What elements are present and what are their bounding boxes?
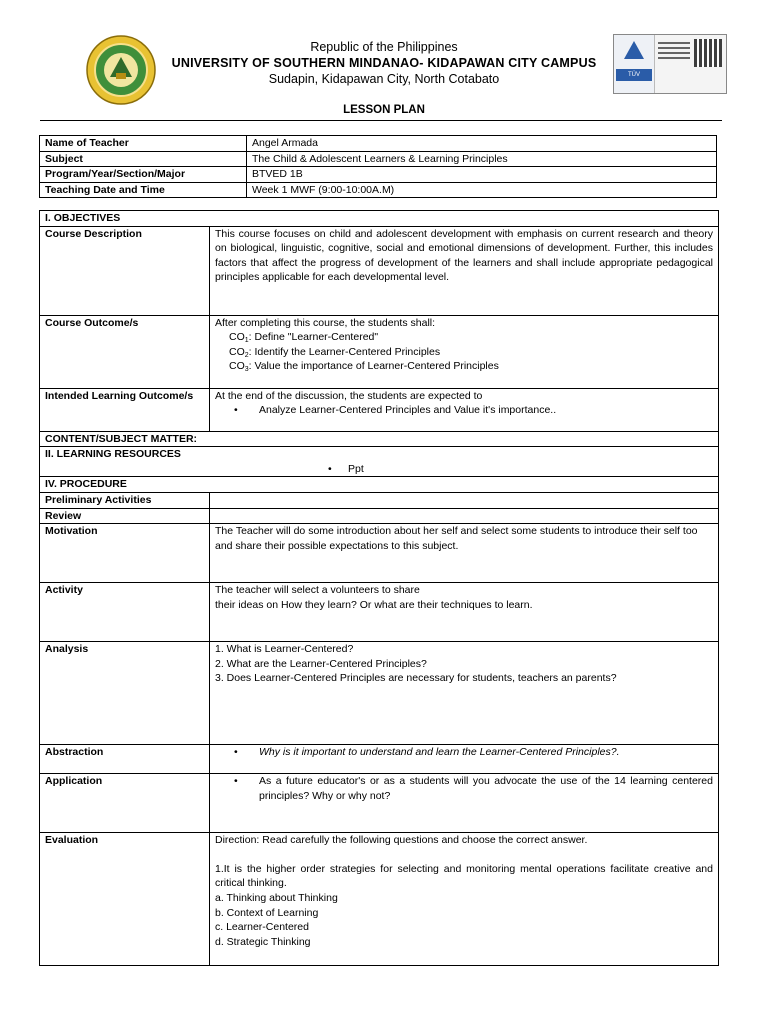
header-divider — [40, 120, 722, 121]
table-row — [40, 524, 719, 583]
evaluation-choice: c. Learner-Centered — [215, 921, 309, 934]
activity-line: The teacher will select a volunteers to share — [215, 584, 420, 597]
evaluation-direction: Direction: Read carefully the following questions and choose the correct answer. — [215, 834, 588, 847]
table-row — [40, 226, 719, 315]
objectives-heading: I. OBJECTIVES — [40, 211, 719, 227]
info-label: Program/Year/Section/Major — [40, 167, 247, 183]
info-value: BTVED 1B — [247, 167, 717, 183]
course-outcomes-intro: After completing this course, the students shall: — [215, 316, 436, 329]
resources-heading: II. LEARNING RESOURCES — [45, 448, 181, 461]
activity-label: Activity — [40, 583, 210, 642]
campus-address: Sudapin, Kidapawan City, North Cotabato — [268, 72, 500, 86]
table-row — [40, 388, 719, 431]
abstraction-label: Abstraction — [40, 745, 210, 774]
table-row — [40, 477, 719, 493]
activity-line: their ideas on How they learn? Or what are their techniques to learn. — [215, 598, 533, 611]
ilo-intro: At the end of the discussion, the students are expected to — [215, 389, 483, 402]
republic-line: Republic of the Philippines — [310, 40, 458, 54]
table-row — [40, 182, 717, 198]
course-description-text: This course focuses on child and adolescent development with emphasis on current research and theory on biological, linguistic, cognitive, social and emotional dimensions of development. Further, this includes factors that affect the progress of development of the learners and shall include appropriate pedagogical principles applicable for each developmental level. — [210, 226, 719, 315]
table-row — [40, 774, 719, 833]
evaluation-question: 1.It is the higher order strategies for selecting and monitoring mental operations facilitate creative and critical thinking. — [215, 862, 713, 890]
table-row — [40, 151, 717, 167]
review-label: Review — [40, 508, 210, 524]
application-cell — [210, 774, 719, 833]
abstraction-cell — [210, 745, 719, 774]
course-outcomes-cell — [210, 315, 719, 388]
evaluation-choice: b. Context of Learning — [215, 906, 319, 919]
teacher-info-table — [39, 135, 717, 198]
analysis-item: 1. What is Learner-Centered? — [215, 643, 354, 656]
university-name: UNIVERSITY OF SOUTHERN MINDANAO- KIDAPAWAN CITY CAMPUS — [171, 56, 597, 70]
lesson-plan-table — [39, 210, 719, 966]
analysis-label: Analysis — [40, 642, 210, 745]
table-row — [40, 508, 719, 524]
info-label: Name of Teacher — [40, 136, 247, 152]
info-value: Week 1 MWF (9:00-10:00A.M) — [247, 182, 717, 198]
table-row — [40, 167, 717, 183]
procedure-heading: IV. PROCEDURE — [40, 477, 719, 493]
table-row — [40, 315, 719, 388]
table-row — [40, 833, 719, 966]
info-label: Teaching Date and Time — [40, 182, 247, 198]
review-value — [210, 508, 719, 524]
ilo-label: Intended Learning Outcome/s — [40, 388, 210, 431]
table-row — [40, 211, 719, 227]
tuv-mark: TÜV — [614, 35, 655, 93]
analysis-cell — [210, 642, 719, 745]
ilo-bullet: • Analyze Learner-Centered Principles and Value it's importance.. — [234, 404, 557, 417]
motivation-label: Motivation — [40, 524, 210, 583]
table-row — [40, 492, 719, 508]
outcome-item: $CO_2$: Identify the Learner-Centered Principles — [229, 345, 441, 359]
info-value: Angel Armada — [247, 136, 717, 152]
course-outcomes-label: Course Outcome/s — [40, 315, 210, 388]
outcome-item: $CO_3$: Value the importance of Learner-Centered Principles — [229, 360, 499, 374]
page-title: LESSON PLAN — [343, 104, 425, 116]
outcome-item: $CO_1$: Define "Learner-Centered" — [229, 331, 379, 345]
document-header — [0, 0, 768, 125]
evaluation-choice: d. Strategic Thinking — [215, 935, 311, 948]
info-label: Subject — [40, 151, 247, 167]
evaluation-cell — [210, 833, 719, 966]
table-row — [40, 431, 719, 447]
evaluation-label: Evaluation — [40, 833, 210, 966]
table-row — [40, 642, 719, 745]
course-description-label: Course Description — [40, 226, 210, 315]
preliminary-value — [210, 492, 719, 508]
resources-cell — [40, 447, 719, 477]
content-heading: CONTENT/SUBJECT MATTER: — [40, 431, 719, 447]
abstraction-bullet: • Why is it important to understand and learn the Learner-Centered Principles?. — [234, 746, 620, 759]
analysis-item: 3. Does Learner-Centered Principles are necessary for students, teachers an parents? — [215, 672, 617, 685]
evaluation-choice: a. Thinking about Thinking — [215, 891, 338, 904]
ilo-cell — [210, 388, 719, 431]
analysis-item: 2. What are the Learner-Centered Principles? — [215, 657, 427, 670]
application-label: Application — [40, 774, 210, 833]
table-row — [40, 745, 719, 774]
info-value: The Child & Adolescent Learners & Learning Principles — [247, 151, 717, 167]
resource-item: • Ppt — [328, 462, 364, 475]
preliminary-label: Preliminary Activities — [40, 492, 210, 508]
motivation-text: The Teacher will do some introduction about her self and select some students to introduce their self too and share their possible expectations to this subject. — [210, 524, 719, 583]
application-bullet: • As a future educator's or as a students will you advocate the use of the 14 learning centered principles? Why or why not? — [234, 775, 713, 802]
table-row — [40, 136, 717, 152]
table-row — [40, 583, 719, 642]
activity-cell — [210, 583, 719, 642]
table-row — [40, 447, 719, 477]
